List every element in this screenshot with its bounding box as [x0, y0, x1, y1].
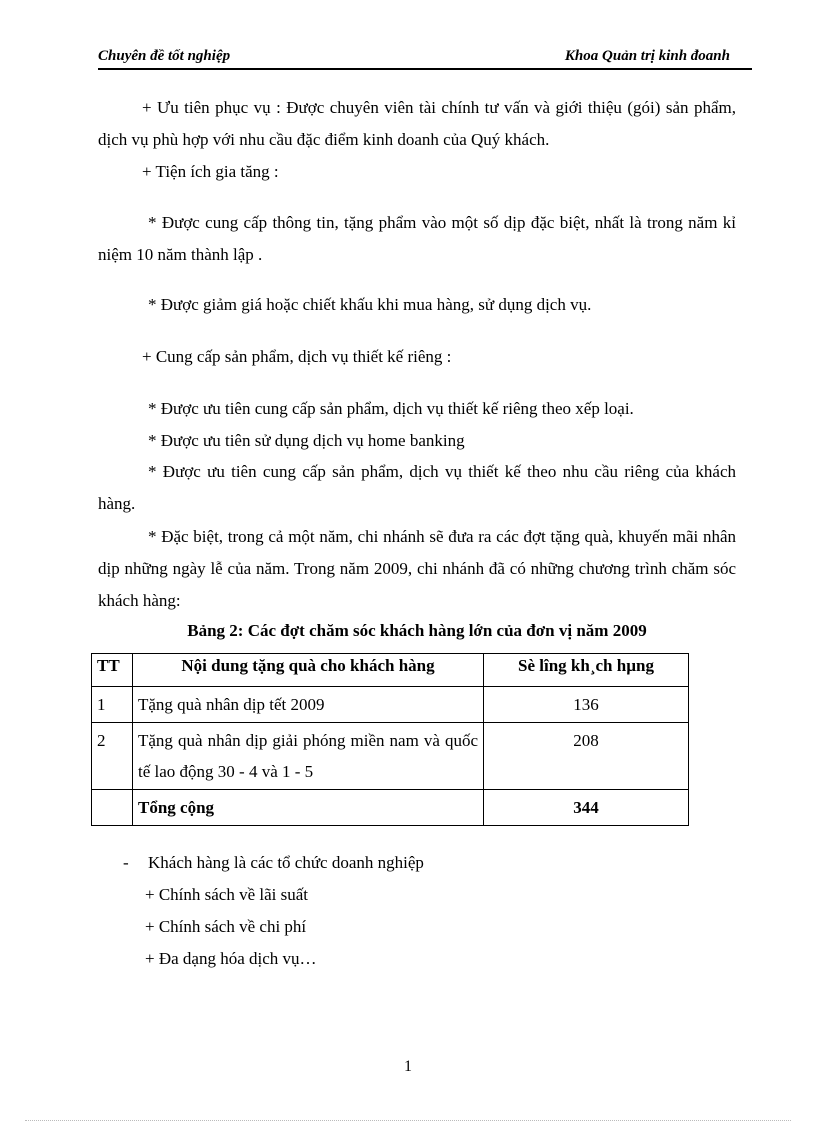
paragraph-info-gifts: * Được cung cấp thông tin, tặng phẩm vào một số dịp đặc biệt, nhất là trong năm kỉ niệm 10 năm thành lập . [98, 213, 736, 264]
header-tt: TT [92, 654, 133, 687]
header-content: Nội dung tặng quà cho khách hàng [133, 654, 484, 687]
table-caption: Bảng 2: Các đợt chăm sóc khách hàng lớn của đơn vị năm 2009 [187, 621, 647, 640]
paragraph-custom-products: + Cung cấp sản phẩm, dịch vụ thiết kế riêng : [142, 347, 452, 366]
header-right: Khoa Quản trị kinh đoanh [564, 48, 730, 64]
footer-divider [25, 1120, 791, 1121]
customer-care-table [91, 653, 689, 826]
list-subitem: + Đa dạng hóa dịch vụ… [145, 949, 317, 968]
cell-content: Tặng quà nhân dịp giải phóng miền nam và quốc tế lao động 30 - 4 và 1 - 5 [133, 723, 484, 790]
table-total-row [92, 790, 689, 826]
list-bullet: - [123, 853, 129, 872]
table-row [92, 723, 689, 790]
cell-quantity: 208 [484, 723, 689, 790]
cell-tt: 1 [92, 687, 133, 723]
cell-total-value: 344 [484, 790, 689, 826]
cell-content: Tặng quà nhân dịp tết 2009 [133, 687, 484, 723]
paragraph-home-banking: * Được ưu tiên sử dụng dịch vụ home banking [148, 431, 465, 450]
list-subitem: + Chính sách về lãi suất [145, 885, 309, 904]
page-number: 1 [404, 1058, 412, 1075]
table-header-row [92, 654, 689, 687]
cell-quantity: 136 [484, 687, 689, 723]
page-header [98, 46, 752, 70]
list-subitem: + Chính sách về chi phí [145, 917, 307, 936]
header-left: Chuyên đề tốt nghiệp [98, 48, 231, 64]
paragraph-discount: * Được giảm giá hoặc chiết khấu khi mua hàng, sử dụng dịch vụ. [148, 295, 592, 314]
table-row [92, 687, 689, 723]
cell-total-label: Tổng cộng [133, 790, 484, 826]
paragraph-priority-custom: * Được ưu tiên cung cấp sản phẩm, dịch vụ thiết kế riêng theo xếp loại. [148, 399, 634, 418]
cell-tt [92, 790, 133, 826]
list-item: Khách hàng là các tổ chức doanh nghiệp [148, 853, 424, 872]
paragraph-special-events: * Đặc biệt, trong cả một năm, chi nhánh sẽ đưa ra các đợt tặng quà, khuyến mãi nhân dịp những ngày lễ của năm. Trong năm 2009, chi nhánh đã có những chương trình chăm sóc khách hàng: [98, 527, 736, 610]
cell-tt: 2 [92, 723, 133, 790]
paragraph-added-utility: + Tiện ích gia tăng : [142, 162, 279, 181]
header-quantity: Sè lîng kh¸ch hµng [484, 654, 689, 687]
paragraph-priority-service: + Ưu tiên phục vụ : Được chuyên viên tài chính tư vấn và giới thiệu (gói) sản phẩm, dịch vụ phù hợp với nhu cầu đặc điểm kinh doanh của Quý khách. [98, 98, 736, 149]
paragraph-custom-needs: * Được ưu tiên cung cấp sản phẩm, dịch vụ thiết kế theo nhu cầu riêng của khách hàng. [98, 462, 736, 513]
